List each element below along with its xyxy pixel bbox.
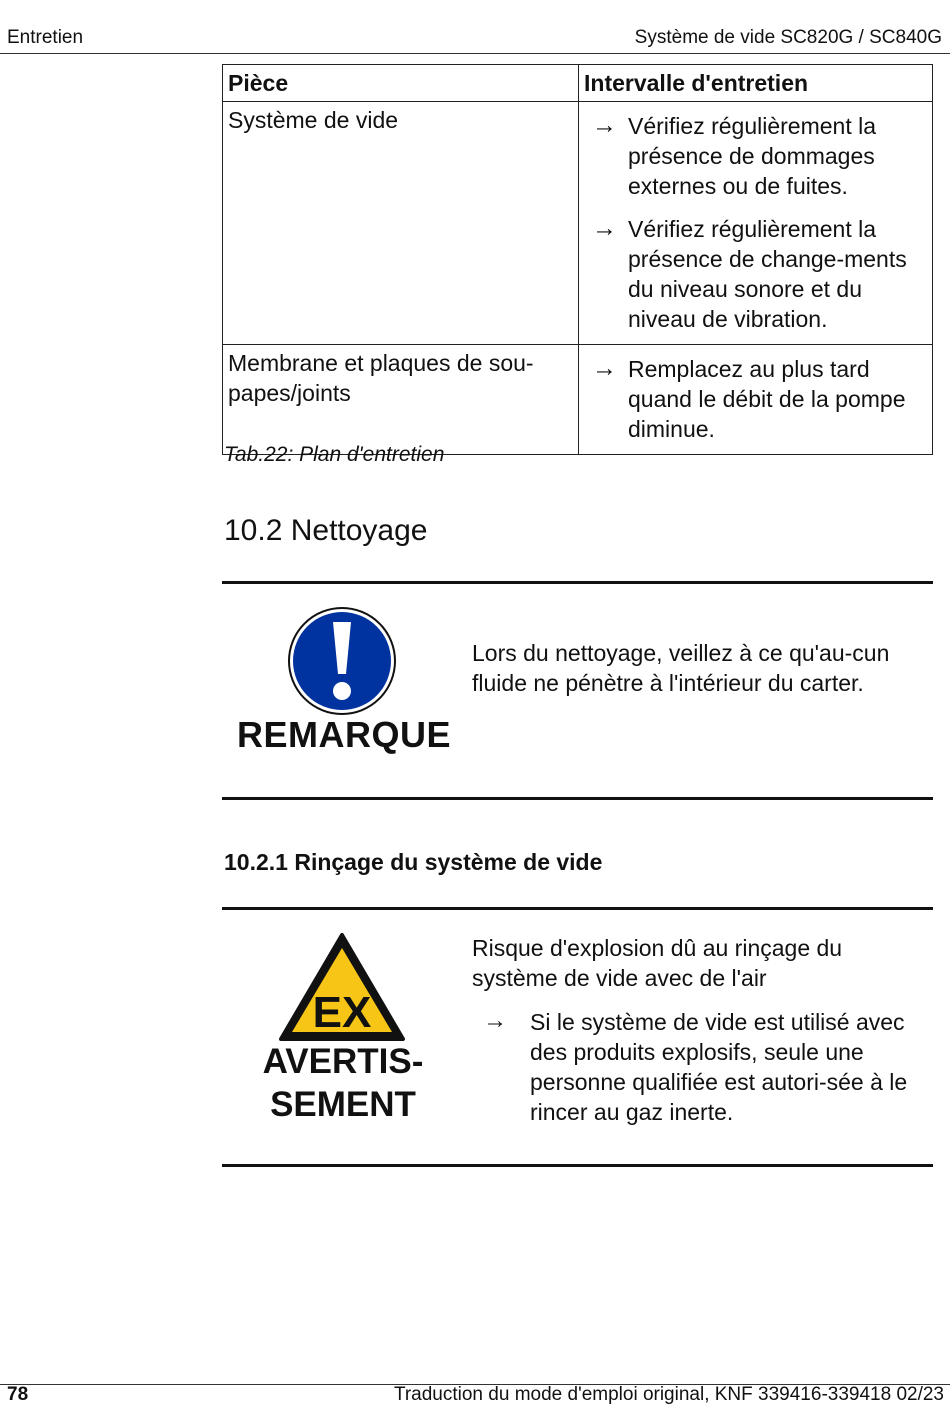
notice-bottom-rule — [222, 797, 933, 800]
arrow-right-icon: → — [592, 214, 617, 242]
action-step-text: Vérifiez régulièrement la présence de dommages externes ou de fuites. — [628, 113, 877, 199]
warning-top-rule — [222, 907, 933, 910]
header-divider — [0, 53, 950, 54]
table-header-row — [223, 65, 933, 102]
warning-label-line: SEMENT — [270, 1085, 416, 1124]
action-step — [592, 354, 927, 444]
notice-label: REMARQUE — [237, 714, 452, 755]
arrow-right-icon: → — [592, 111, 617, 139]
table-header-part: Pièce — [223, 65, 579, 102]
footer-text: Traduction du mode d'emploi original, KNF 339416-339418 02/23 — [393, 1384, 944, 1405]
action-step — [483, 1007, 933, 1127]
ex-symbol: EX — [312, 988, 372, 1037]
subsection-heading: 10.2.1 Rinçage du système de vide — [224, 849, 603, 875]
action-step-text: Vérifiez régulièrement la présence de change-ments du niveau sonore et du niveau de vibration. — [628, 216, 907, 332]
warning-label — [255, 1040, 431, 1126]
action-step — [592, 214, 927, 334]
warning-step-text: Si le système de vide est utilisé avec des produits explosifs, seule une personne qualifiée est autori-sée à le rincer au gaz inerte. — [530, 1009, 908, 1125]
header-document-title: Système de vide SC820G / SC840G — [634, 27, 942, 48]
ex-warning-icon — [277, 931, 407, 1048]
maintenance-table — [222, 64, 933, 455]
page-number: 78 — [7, 1384, 29, 1405]
table-row — [223, 102, 933, 345]
notice-top-rule — [222, 581, 933, 584]
table-cell-part: Membrane et plaques de sou-papes/joints — [223, 345, 579, 455]
notice-text: Lors du nettoyage, veillez à ce qu'au-cun fluide ne pénètre à l'intérieur du carter. — [472, 640, 890, 696]
action-step-text: Remplacez au plus tard quand le débit de la pompe diminue. — [628, 356, 906, 442]
action-step — [592, 111, 927, 201]
exclamation-icon — [287, 606, 397, 721]
table-cell-part: Système de vide — [223, 102, 579, 345]
arrow-right-icon: → — [592, 354, 617, 382]
table-cell-interval — [579, 345, 933, 455]
warning-bottom-rule — [222, 1164, 933, 1167]
arrow-right-icon: → — [483, 1007, 507, 1034]
warning-title: Risque d'explosion dû au rinçage du système de vide avec de l'air — [472, 935, 843, 991]
table-caption: Tab.22: Plan d'entretien — [224, 443, 445, 466]
section-heading: 10.2 Nettoyage — [224, 514, 428, 547]
table-cell-interval — [579, 102, 933, 345]
table-header-interval: Intervalle d'entretien — [579, 65, 933, 102]
warning-label-line: AVERTIS- — [262, 1042, 424, 1081]
header-section: Entretien — [7, 27, 84, 48]
table-row — [223, 345, 933, 455]
